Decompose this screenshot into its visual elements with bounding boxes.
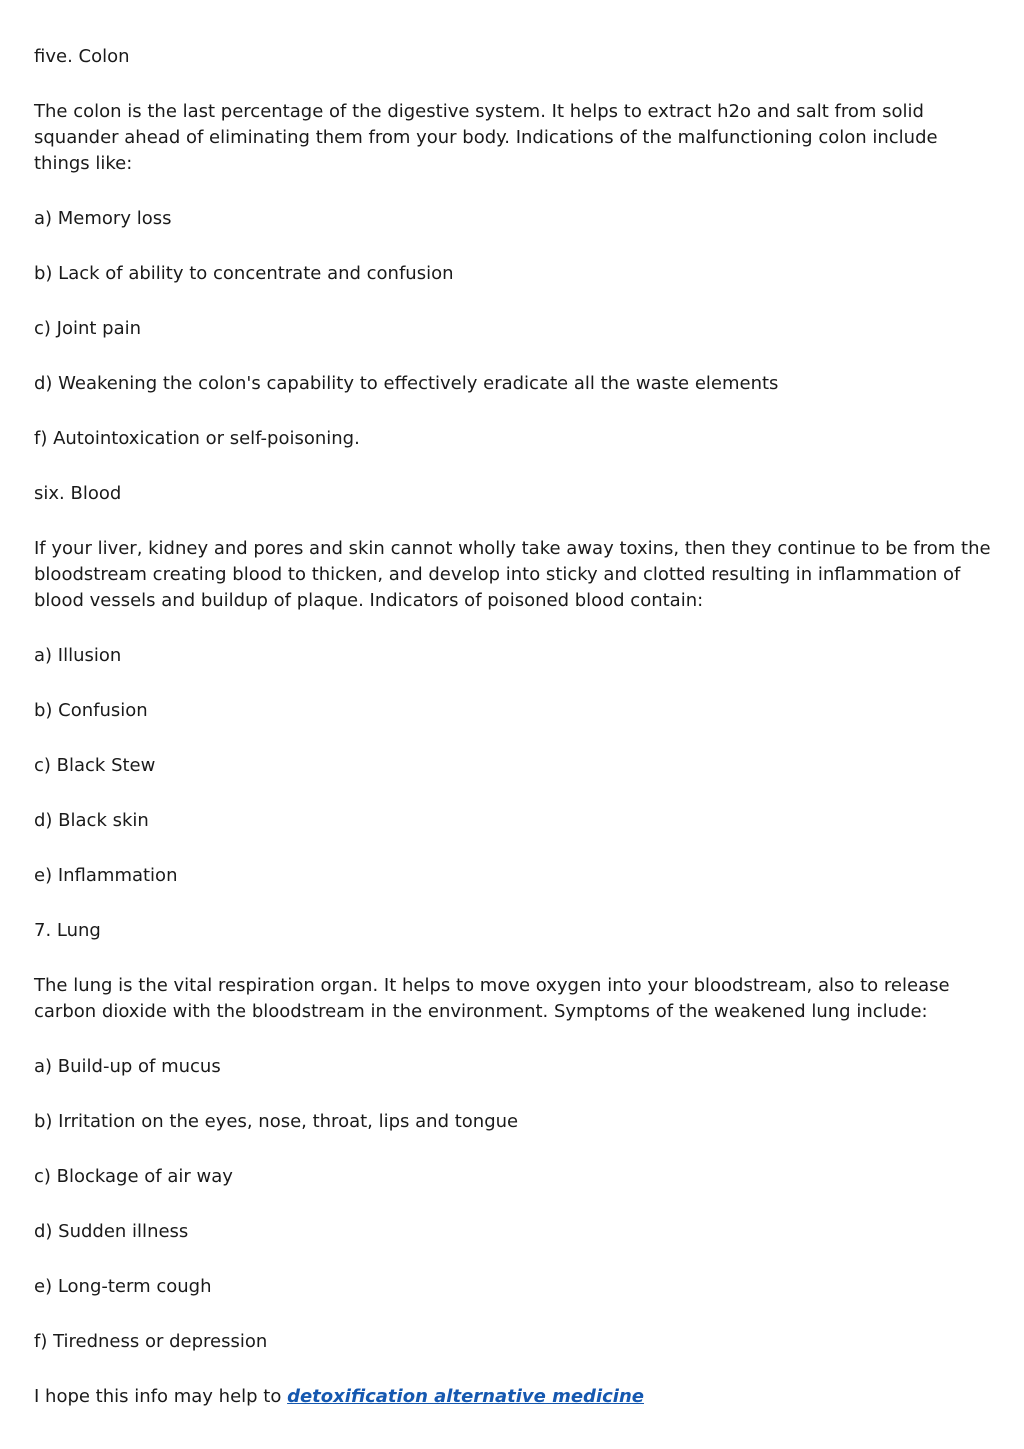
closing-text: I hope this info may help to	[34, 1386, 288, 1407]
paragraph-lung-intro: The lung is the vital respiration organ. It helps to move oxygen into your bloodstream, also to release carbon dioxide with the bloodstream in the environment. Symptoms of the weakened lung include:	[34, 975, 950, 1022]
paragraph-colon-intro: The colon is the last percentage of the digestive system. It helps to extract h2o and salt from solid squander ahead of eliminating them from your body. Indications of the malfunctioning colon include things like:	[34, 101, 938, 174]
list-item: c) Black Stew	[34, 755, 156, 776]
list-item: f) Tiredness or depression	[34, 1331, 268, 1352]
paragraph-blood-intro: If your liver, kidney and pores and skin cannot wholly take away toxins, then they continue to be from the bloodstream creating blood to thicken, and develop into sticky and clotted resulting in inflammation of blood vessels and buildup of plaque. Indicators of poisoned blood contain:	[34, 538, 991, 611]
closing-paragraph	[34, 1384, 994, 1410]
section-heading-lung: 7. Lung	[34, 920, 101, 941]
list-item: f) Autointoxication or self-poisoning.	[34, 428, 360, 449]
list-item: a) Build-up of mucus	[34, 1056, 221, 1077]
list-item: b) Lack of ability to concentrate and confusion	[34, 263, 454, 284]
list-item: e) Inflammation	[34, 865, 178, 886]
list-item: a) Memory loss	[34, 208, 172, 229]
document-page	[34, 44, 994, 1439]
list-item: a) Illusion	[34, 645, 122, 666]
section-heading-colon: five. Colon	[34, 46, 130, 67]
detox-medicine-link[interactable]: detoxification alternative medicine	[287, 1386, 644, 1407]
list-item: b) Confusion	[34, 700, 148, 721]
list-item: c) Blockage of air way	[34, 1166, 233, 1187]
list-item: b) Irritation on the eyes, nose, throat, lips and tongue	[34, 1111, 519, 1132]
section-heading-blood: six. Blood	[34, 483, 122, 504]
list-item: d) Sudden illness	[34, 1221, 189, 1242]
list-item: d) Black skin	[34, 810, 149, 831]
list-item: c) Joint pain	[34, 318, 142, 339]
list-item: d) Weakening the colon's capability to effectively eradicate all the waste elements	[34, 373, 779, 394]
list-item: e) Long-term cough	[34, 1276, 212, 1297]
